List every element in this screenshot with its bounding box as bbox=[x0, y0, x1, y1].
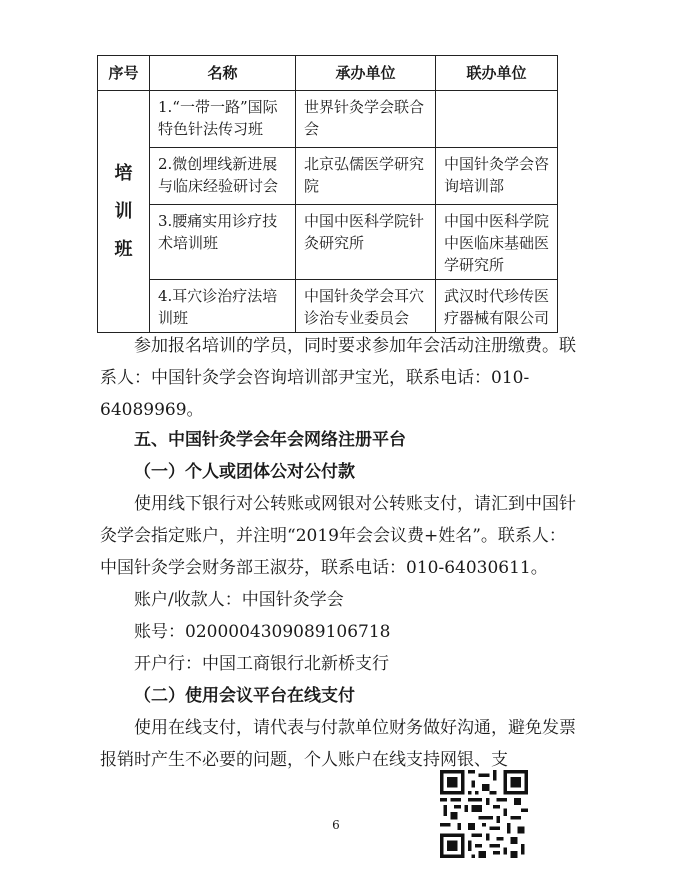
row-host: 中国针灸学会耳穴诊治专业委员会 bbox=[296, 280, 436, 333]
row-name: 3.腰痛实用诊疗技术培训班 bbox=[150, 205, 296, 280]
bank-name: 开户行：中国工商银行北新桥支行 bbox=[134, 654, 389, 674]
row-host: 中国中医科学院针灸研究所 bbox=[296, 205, 436, 280]
row-name: 4.耳穴诊治疗法培训班 bbox=[150, 280, 296, 333]
account-number: 账号：0200004309089106718 bbox=[134, 622, 391, 642]
table-row bbox=[98, 91, 558, 148]
row-host: 北京弘儒医学研究院 bbox=[296, 148, 436, 205]
row-co-host: 中国中医科学院中医临床基础医学研究所 bbox=[436, 205, 558, 280]
group-label: 培 训 班 bbox=[98, 91, 150, 333]
transfer-instructions: 使用线下银行对公转账或网银对公转账支付，请汇到中国针灸学会指定账户，并注明“2019年会会议费+姓名”。联系人：中国针灸学会财务部王淑芬，联系电话：010-64030611。 bbox=[100, 494, 576, 578]
training-table bbox=[97, 55, 558, 333]
subsection-title-2: （二）使用会议平台在线支付 bbox=[134, 686, 355, 706]
row-host: 世界针灸学会联合会 bbox=[296, 91, 436, 148]
table-row bbox=[98, 148, 558, 205]
table-header-row bbox=[98, 56, 558, 91]
registration-notice: 参加报名培训的学员，同时要求参加年会活动注册缴费。联系人：中国针灸学会咨询培训部尹宝光，联系电话：010-64089969。 bbox=[100, 336, 576, 420]
account-name: 账户/收款人：中国针灸学会 bbox=[134, 590, 344, 610]
header-seq: 序号 bbox=[98, 56, 150, 91]
online-payment-text: 使用在线支付，请代表与付款单位财务做好沟通，避免发票报销时产生不必要的问题，个人账户在线支持网银、支 bbox=[100, 718, 576, 770]
qr-code-icon bbox=[440, 770, 528, 858]
header-host: 承办单位 bbox=[296, 56, 436, 91]
table-row bbox=[98, 205, 558, 280]
header-name: 名称 bbox=[150, 56, 296, 91]
section-title: 五、中国针灸学会年会网络注册平台 bbox=[134, 430, 406, 450]
row-name: 1.“一带一路”国际特色针法传习班 bbox=[150, 91, 296, 148]
row-co-host: 中国针灸学会咨询培训部 bbox=[436, 148, 558, 205]
row-co-host bbox=[436, 91, 558, 148]
row-co-host: 武汉时代珍传医疗器械有限公司 bbox=[436, 280, 558, 333]
header-co-host: 联办单位 bbox=[436, 56, 558, 91]
row-name: 2.微创埋线新进展与临床经验研讨会 bbox=[150, 148, 296, 205]
table-row bbox=[98, 280, 558, 333]
page-number: 6 bbox=[332, 818, 340, 832]
subsection-title-1: （一）个人或团体公对公付款 bbox=[134, 462, 355, 482]
